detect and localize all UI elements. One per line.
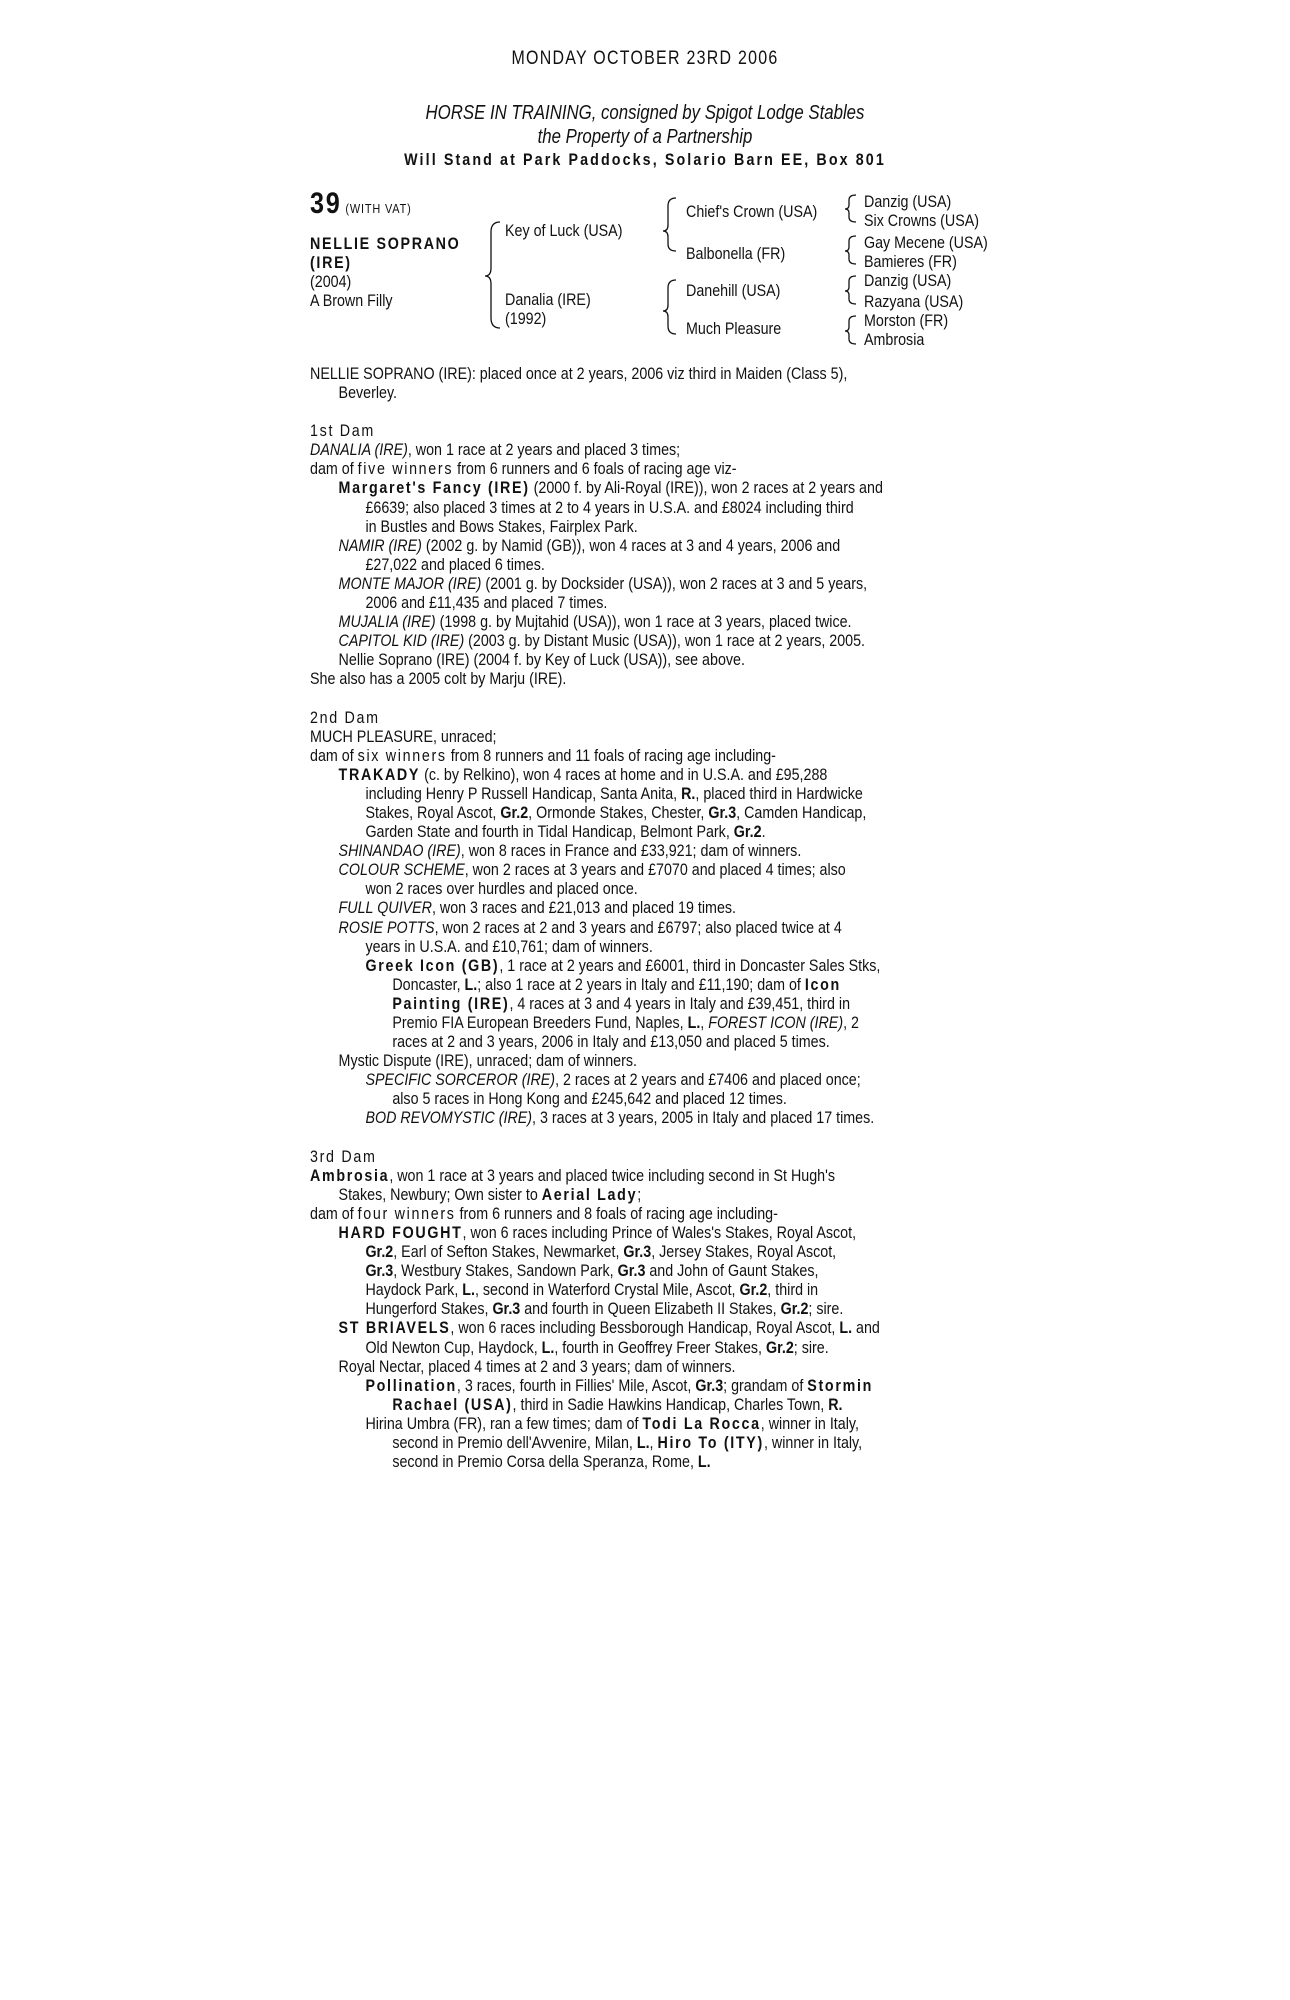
first-dam-produce bbox=[310, 459, 990, 478]
race-grade: L. bbox=[464, 974, 478, 994]
produce-entry bbox=[310, 631, 990, 650]
produce-name: Icon bbox=[804, 974, 841, 994]
produce-entry bbox=[310, 612, 990, 631]
ancestor-6-text: Razyana (USA) bbox=[864, 292, 964, 311]
ancestor-6 bbox=[864, 292, 982, 311]
pedigree-braces bbox=[0, 0, 1290, 360]
produce-text: £27,022 and placed 6 times. bbox=[365, 554, 545, 574]
ancestor-4 bbox=[864, 252, 975, 271]
produce-text: , third in Sadie Hawkins Handicap, Charles Town, bbox=[512, 1394, 829, 1414]
race-grade: L. bbox=[697, 1452, 711, 1472]
produce-entry bbox=[310, 765, 990, 841]
race-grade: Gr.2 bbox=[739, 1280, 768, 1300]
horse-name: NELLIE SOPRANO bbox=[310, 234, 461, 253]
produce-text: ; bbox=[637, 1184, 642, 1204]
produce-name: ST BRIAVELS bbox=[338, 1318, 451, 1338]
race-grade: Gr.2 bbox=[780, 1299, 809, 1319]
produce-text: ; grandam of bbox=[723, 1375, 808, 1395]
produce-text: , 1 race at 2 years and £6001, third in Doncaster Sales Stks, bbox=[499, 955, 881, 975]
produce-text: , won 6 races including Bessborough Handicap, Royal Ascot, bbox=[450, 1318, 840, 1338]
race-grade: Gr.3 bbox=[365, 1261, 394, 1281]
first-dam-name: DANALIA (IRE) bbox=[310, 440, 408, 460]
produce-text: (2000 f. by Ali-Royal (IRE)), won 2 races at 2 years and bbox=[529, 478, 883, 498]
race-grade: Gr.3 bbox=[623, 1242, 652, 1262]
produce-name: Rachael (USA) bbox=[392, 1394, 513, 1414]
produce-entry bbox=[310, 536, 990, 574]
produce-text: ; sire. bbox=[808, 1299, 844, 1319]
ancestor-2 bbox=[864, 211, 1001, 230]
produce-name: Hiro To (ITY) bbox=[657, 1432, 764, 1452]
produce-name: FULL QUIVER bbox=[338, 898, 432, 918]
race-grade: L. bbox=[839, 1318, 853, 1338]
dam-dam bbox=[686, 319, 799, 338]
ancestor-2-text: Six Crowns (USA) bbox=[864, 211, 980, 230]
produce-text: Haydock Park, bbox=[365, 1280, 463, 1300]
produce-entry bbox=[310, 1223, 990, 1318]
horse-country: (IRE) bbox=[310, 253, 352, 272]
ancestor-3-text: Gay Mecene (USA) bbox=[864, 233, 988, 252]
produce-text: , won 6 races including Prince of Wales's Stakes, Royal Ascot, bbox=[462, 1222, 857, 1242]
brace-g78 bbox=[845, 316, 856, 344]
produce-name: SHINANDAO (IRE) bbox=[338, 841, 461, 861]
produce-name: NAMIR (IRE) bbox=[338, 535, 422, 555]
produce-text: Hungerford Stakes, bbox=[365, 1299, 493, 1319]
first-dam-heading: 1st Dam bbox=[310, 421, 375, 441]
produce-entry: Royal Nectar, placed 4 times at 2 and 3 years; dam of winners. bbox=[338, 1356, 736, 1376]
produce-text: won 2 races over hurdles and placed once. bbox=[365, 879, 638, 899]
produce-text: (1998 g. by Mujtahid (USA)), won 1 race at 3 years, placed twice. bbox=[435, 612, 852, 632]
sire-sire bbox=[686, 202, 842, 221]
produce-text: (c. by Relkino), won 4 races at home and in U.S.A. and £95,288 bbox=[420, 764, 828, 784]
produce-name: Greek Icon (GB) bbox=[365, 955, 500, 975]
produce-text: Premio FIA European Breeders Fund, Naples, bbox=[392, 1013, 688, 1032]
produce-prefix: dam of bbox=[310, 1203, 358, 1223]
ownership-text: the Property of a Partnership bbox=[537, 126, 753, 148]
produce-text: , winner in Italy, bbox=[763, 1432, 863, 1452]
lot-vat-label: (WITH VAT) bbox=[345, 201, 412, 216]
produce-entry bbox=[310, 918, 990, 956]
sire-name-text: Key of Luck (USA) bbox=[505, 221, 623, 240]
second-dam-produce bbox=[310, 746, 990, 765]
produce-text: (2002 g. by Namid (GB)), won 4 races at 3 and 4 years, 2006 and bbox=[421, 535, 841, 555]
dam-name-text: Danalia (IRE) bbox=[505, 290, 591, 309]
third-dam-heading: 3rd Dam bbox=[310, 1146, 377, 1166]
produce-name: COLOUR SCHEME bbox=[338, 860, 465, 880]
produce-text: , 2 races at 2 years and £7406 and placed once; bbox=[555, 1070, 861, 1090]
brace-sire-line bbox=[663, 198, 676, 251]
produce-prefix: dam of bbox=[310, 459, 358, 479]
brace-g12 bbox=[845, 195, 856, 222]
produce-entry: Nellie Soprano (IRE) (2004 f. by Key of Luck (USA)), see above. bbox=[338, 650, 745, 670]
lot-number: 39 bbox=[310, 187, 342, 220]
produce-text: also 5 races in Hong Kong and £245,642 and placed 12 times. bbox=[392, 1089, 787, 1109]
sire-dam-text: Balbonella (FR) bbox=[686, 244, 786, 263]
race-grade: Gr.2 bbox=[765, 1337, 794, 1357]
produce-text: and John of Gaunt Stakes, bbox=[645, 1261, 819, 1281]
brace-dam-line bbox=[663, 280, 676, 334]
produce-entry bbox=[310, 898, 990, 917]
produce-name: MUJALIA (IRE) bbox=[338, 612, 436, 632]
produce-name: Stormin bbox=[807, 1375, 874, 1395]
sire-dam bbox=[686, 244, 804, 263]
produce-text: , bbox=[649, 1432, 658, 1452]
ancestor-8 bbox=[864, 330, 936, 349]
produce-name: Todi La Rocca bbox=[642, 1413, 761, 1433]
brace-g56 bbox=[845, 276, 856, 304]
produce-name: BOD REVOMYSTIC (IRE) bbox=[365, 1108, 533, 1128]
produce-text: Stakes, Royal Ascot, bbox=[365, 802, 501, 822]
race-grade: Gr.2 bbox=[365, 1242, 394, 1262]
produce-entry bbox=[310, 841, 990, 860]
produce-text: , third in bbox=[767, 1280, 819, 1300]
produce-name: FOREST ICON (IRE) bbox=[708, 1013, 844, 1032]
produce-winners: six winners bbox=[357, 745, 447, 765]
produce-text: years in U.S.A. and £10,761; dam of winners. bbox=[365, 936, 653, 956]
produce-text: including Henry P Russell Handicap, Santa Anita, bbox=[365, 783, 682, 803]
race-grade: L. bbox=[636, 1432, 650, 1452]
ancestor-7-text: Morston (FR) bbox=[864, 311, 949, 330]
produce-text: (2001 g. by Docksider (USA)), won 2 races at 3 and 5 years, bbox=[481, 573, 868, 593]
produce-name: ROSIE POTTS bbox=[338, 917, 435, 937]
produce-text: second in Premio Corsa della Speranza, Rome, bbox=[392, 1452, 698, 1472]
produce-prefix: dam of bbox=[310, 745, 358, 765]
produce-text: , Camden Handicap, bbox=[736, 802, 867, 822]
produce-text: Old Newton Cup, Haydock, bbox=[365, 1337, 542, 1357]
produce-text: , won 1 race at 3 years and placed twice including second in St Hugh's bbox=[389, 1165, 835, 1185]
ancestor-4-text: Bamieres (FR) bbox=[864, 252, 957, 271]
race-grade: Gr.2 bbox=[733, 822, 762, 842]
race-grade: R. bbox=[681, 783, 696, 803]
race-grade: Gr.3 bbox=[708, 802, 737, 822]
produce-text: , won 2 races at 2 and 3 years and £6797; also placed twice at 4 bbox=[434, 917, 842, 937]
produce-text: , 2 bbox=[843, 1013, 859, 1032]
produce-note: She also has a 2005 colt by Marju (IRE). bbox=[310, 669, 567, 689]
produce-entry bbox=[310, 478, 990, 535]
produce-name: Painting (IRE) bbox=[392, 993, 510, 1013]
produce-text: ; also 1 race at 2 years in Italy and £11,190; dam of bbox=[477, 974, 805, 994]
produce-text: Stakes, Newbury; Own sister to bbox=[338, 1184, 542, 1204]
produce-text: , won 3 races and £21,013 and placed 19 times. bbox=[431, 898, 736, 918]
dam-sire bbox=[686, 281, 798, 300]
summary-line-2: Beverley. bbox=[338, 383, 398, 403]
consignment-text: HORSE IN TRAINING, consigned by Spigot Lodge Stables bbox=[425, 102, 865, 124]
produce-text: , Westbury Stakes, Sandown Park, bbox=[393, 1261, 618, 1281]
produce-text: and fourth in Queen Elizabeth II Stakes, bbox=[520, 1299, 781, 1319]
produce-entry bbox=[310, 956, 990, 1051]
produce-entry bbox=[310, 574, 990, 612]
produce-text: , fourth in Geoffrey Freer Stakes, bbox=[554, 1337, 766, 1357]
produce-name: Pollination bbox=[365, 1375, 457, 1395]
dam-dam-text: Much Pleasure bbox=[686, 319, 782, 338]
produce-text: . bbox=[761, 822, 766, 842]
produce-entry bbox=[310, 1414, 990, 1471]
produce-text: and bbox=[852, 1318, 880, 1338]
first-dam-record: , won 1 race at 2 years and placed 3 times; bbox=[407, 440, 681, 460]
race-grade: Gr.3 bbox=[492, 1299, 521, 1319]
produce-text: £6639; also placed 3 times at 2 to 4 years in U.S.A. and £8024 including third bbox=[365, 497, 854, 517]
ancestor-5 bbox=[864, 271, 968, 290]
third-dam-summary bbox=[310, 1166, 990, 1204]
ancestor-1-text: Danzig (USA) bbox=[864, 192, 952, 211]
produce-text: in Bustles and Bows Stakes, Fairplex Park. bbox=[365, 516, 638, 536]
produce-entry bbox=[310, 1318, 990, 1356]
sire-sire-text: Chief's Crown (USA) bbox=[686, 202, 818, 221]
race-grade: L. bbox=[687, 1013, 701, 1032]
produce-text: 2006 and £11,435 and placed 7 times. bbox=[365, 593, 608, 613]
race-grade: Gr.3 bbox=[617, 1261, 646, 1281]
ancestor-5-text: Danzig (USA) bbox=[864, 271, 952, 290]
third-dam-produce bbox=[310, 1204, 990, 1223]
produce-suffix: from 6 runners and 6 foals of racing age viz- bbox=[453, 459, 737, 479]
stabling-text: Will Stand at Park Paddocks, Solario Barn EE, Box 801 bbox=[404, 150, 886, 169]
produce-text: , won 2 races at 3 years and £7070 and placed 4 times; also bbox=[464, 860, 846, 880]
sire-name bbox=[505, 221, 645, 240]
second-dam-heading: 2nd Dam bbox=[310, 707, 380, 727]
ancestor-8-text: Ambrosia bbox=[864, 330, 925, 349]
brace-g34 bbox=[845, 236, 856, 264]
brace-sire-dam bbox=[485, 222, 500, 328]
produce-text: , Jersey Stakes, Royal Ascot, bbox=[651, 1242, 837, 1262]
race-grade: Gr.2 bbox=[500, 802, 529, 822]
horse-description: A Brown Filly bbox=[310, 291, 393, 310]
produce-name: SPECIFIC SORCEROR (IRE) bbox=[365, 1070, 556, 1090]
race-grade: Gr.3 bbox=[695, 1375, 724, 1395]
produce-entry bbox=[310, 860, 990, 898]
horse-summary bbox=[310, 364, 990, 402]
produce-entry bbox=[310, 1376, 990, 1414]
first-dam-summary bbox=[310, 440, 990, 459]
produce-winners: five winners bbox=[357, 459, 454, 479]
sale-date-text: MONDAY OCTOBER 23RD 2006 bbox=[511, 48, 779, 69]
second-dam-summary: MUCH PLEASURE, unraced; bbox=[310, 726, 497, 746]
ancestor-7 bbox=[864, 311, 964, 330]
produce-text: (2003 g. by Distant Music (USA)), won 1 race at 2 years, 2005. bbox=[464, 631, 866, 651]
race-grade: L. bbox=[462, 1280, 475, 1300]
race-grade: R. bbox=[828, 1394, 843, 1414]
produce-name: TRAKADY bbox=[338, 764, 421, 784]
horse-year: (2004) bbox=[310, 272, 352, 291]
third-dam-name: Ambrosia bbox=[310, 1165, 390, 1185]
produce-suffix: from 8 runners and 11 foals of racing age including- bbox=[446, 745, 776, 765]
produce-entry bbox=[310, 1070, 990, 1108]
produce-entry: Mystic Dispute (IRE), unraced; dam of winners. bbox=[338, 1051, 637, 1071]
dam-sire-text: Danehill (USA) bbox=[686, 281, 781, 300]
produce-text: , 4 races at 3 and 4 years in Italy and £39,451, third in bbox=[509, 993, 851, 1013]
produce-text: , 3 races at 3 years, 2005 in Italy and placed 17 times. bbox=[532, 1108, 875, 1128]
produce-text: , won 8 races in France and £33,921; dam of winners. bbox=[460, 841, 802, 861]
produce-entry bbox=[310, 1108, 990, 1127]
race-grade: L. bbox=[541, 1337, 555, 1357]
produce-suffix: from 6 runners and 8 foals of racing age including- bbox=[455, 1203, 778, 1223]
dam-name bbox=[505, 290, 607, 309]
ancestor-1 bbox=[864, 192, 968, 211]
produce-text: Hirina Umbra (FR), ran a few times; dam of bbox=[365, 1413, 643, 1433]
produce-name: Margaret's Fancy (IRE) bbox=[338, 478, 530, 498]
produce-text: , Ormonde Stakes, Chester, bbox=[528, 802, 709, 822]
produce-name: HARD FOUGHT bbox=[338, 1222, 463, 1242]
produce-text: races at 2 and 3 years, 2006 in Italy and £13,050 and placed 5 times. bbox=[392, 1032, 830, 1052]
produce-text: , placed third in Hardwicke bbox=[695, 783, 863, 803]
produce-winners: four winners bbox=[357, 1203, 456, 1223]
produce-text: , 3 races, fourth in Fillies' Mile, Ascot, bbox=[456, 1375, 696, 1395]
produce-name: CAPITOL KID (IRE) bbox=[338, 631, 465, 651]
produce-text: , bbox=[700, 1013, 709, 1032]
ancestor-3 bbox=[864, 233, 1011, 252]
produce-text: second in Premio dell'Avvenire, Milan, bbox=[392, 1432, 637, 1452]
produce-name: MONTE MAJOR (IRE) bbox=[338, 573, 482, 593]
produce-text: , second in Waterford Crystal Mile, Ascot, bbox=[474, 1280, 740, 1300]
produce-text: Doncaster, bbox=[392, 974, 465, 994]
produce-text: ; sire. bbox=[793, 1337, 829, 1357]
produce-text: , Earl of Sefton Stakes, Newmarket, bbox=[393, 1242, 624, 1262]
dam-year bbox=[505, 309, 554, 328]
produce-text: , winner in Italy, bbox=[760, 1413, 859, 1433]
produce-name: Aerial Lady bbox=[541, 1184, 638, 1204]
summary-line-1: NELLIE SOPRANO (IRE): placed once at 2 years, 2006 viz third in Maiden (Class 5), bbox=[310, 364, 848, 383]
racing-record bbox=[310, 364, 990, 1471]
dam-year-text: (1992) bbox=[505, 309, 547, 328]
produce-text: Garden State and fourth in Tidal Handicap, Belmont Park, bbox=[365, 822, 734, 842]
